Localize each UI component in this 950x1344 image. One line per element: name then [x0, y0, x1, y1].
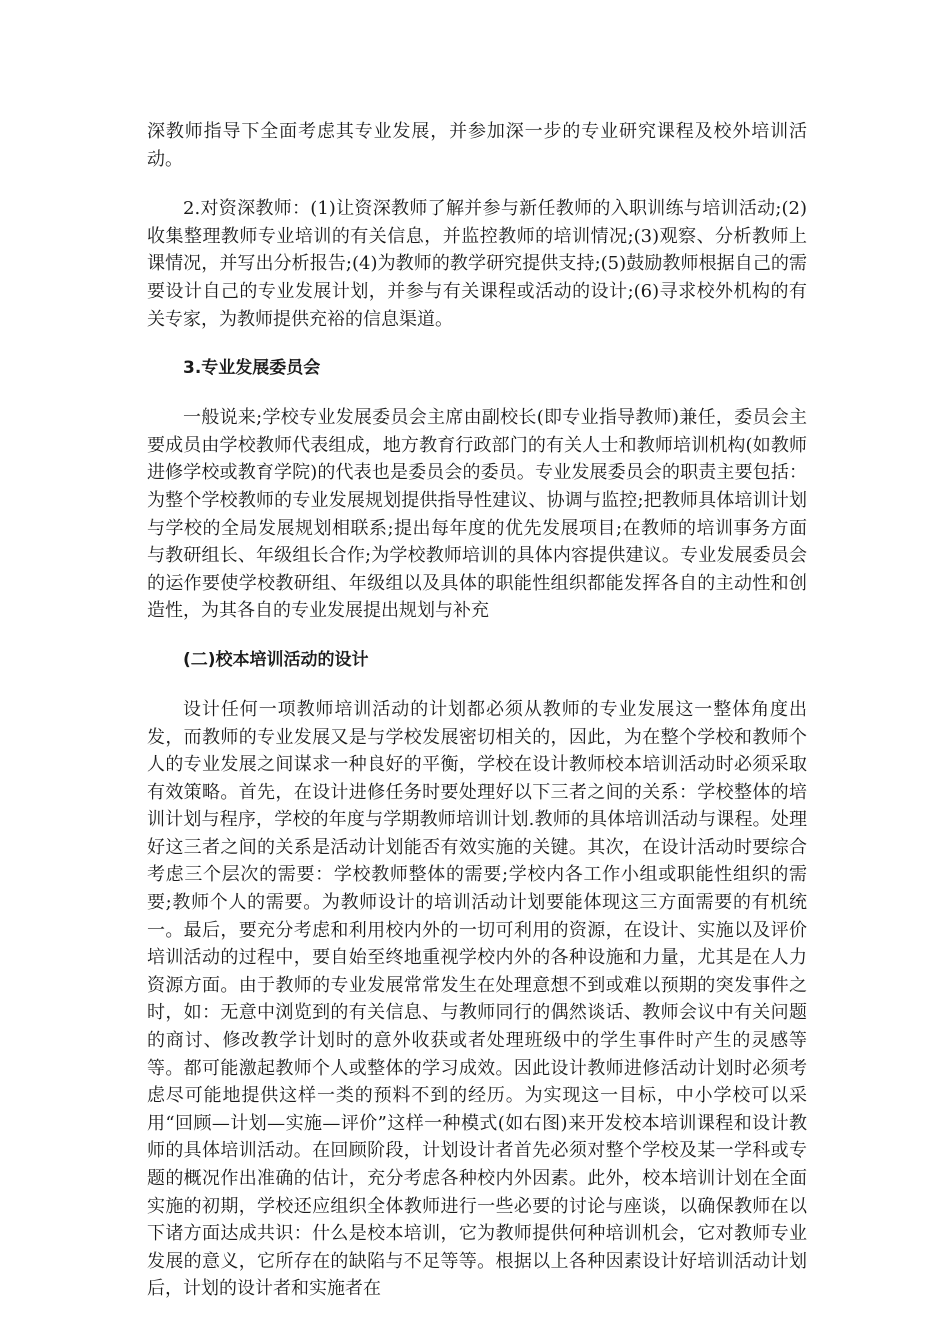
paragraph-gap — [147, 173, 807, 195]
paragraph-gap — [147, 625, 807, 647]
paragraph-design: 设计任何一项教师培训活动的计划都必须从教师的专业发展这一整体角度出发，而教师的专业发展又是与学校发展密切相关的，因此，为在整个学校和教师个人的专业发展之间谋求一种良好的平衡，学校在设计教师校本培训活动时必须采取有效策略。首先，在设计进修任务时要处理好以下三者之间的关系：学校整体的培训计划与程序，学校的年度与学期教师培训计划.教师的具体培训活动与课程。处理好这三者之间的关系是活动计划能否有效实施的关键。其次，在设计活动时要综合考虑三个层次的需要：学校教师整体的需要;学校内各工作小组或职能性组织的需要;教师个人的需要。为教师设计的培训活动计划要能体现这三方面需要的有机统一。最后，要充分考虑和利用校内外的一切可利用的资源，在设计、实施以及评价培训活动的过程中，要自始至终地重视学校内外的各种设施和力量，尤其是在人力资源方面。由于教师的专业发展常常发生在处理意想不到或难以预期的突发事件之时，如：无意中浏览到的有关信息、与教师同行的偶然谈话、教师会议中有关问题的商讨、修改教学计划时的意外收获或者处理班级中的学生事件时产生的灵感等等。都可能激起教师个人或整体的学习成效。因此设计教师进修活动计划时必须考虑尽可能地提供这样一类的预料不到的经历。为实现这一目标，中小学校可以采用“回顾—计划—实施—评价”这样一种模式(如右图)来开发校本培训课程和设计教师的具体培训活动。在回顾阶段，计划设计者首先必须对整个学校及某一学科或专题的概况作出准确的估计，充分考虑各种校内外因素。此外，校本培训计划在全面实施的初期，学校还应组织全体教师进行一些必要的讨论与座谈，以确保教师在以下诸方面达成共识：什么是校本培训，它为教师提供何种培训机会，它对教师专业发展的意义，它所存在的缺陷与不足等等。根据以上各种因素设计好培训活动计划后，计划的设计者和实施者在 — [147, 698, 807, 1300]
document-page — [147, 118, 807, 1303]
paragraph-gap — [147, 333, 807, 355]
paragraph-continuation: 深教师指导下全面考虑其专业发展，并参加深一步的专业研究课程及校外培训活动。 — [147, 121, 807, 170]
section-heading-design: (二)校本培训活动的设计 — [183, 649, 369, 670]
paragraph-senior-teachers: 2.对资深教师：(1)让资深教师了解并参与新任教师的入职训练与培训活动;(2)收集整理教师专业培训的有关信息，并监控教师的培训情况;(3)观察、分析教师上课情况，并写出分析报告;(4)为教师的教学研究提供支持;(5)鼓励教师根据自己的需要设计自己的专业发展计划，并参与有关课程或活动的设计;(6)寻求校外机构的有关专家，为教师提供充裕的信息渠道。 — [147, 198, 807, 330]
paragraph-gap — [147, 382, 807, 404]
paragraph-committee: 一般说来;学校专业发展委员会主席由副校长(即专业指导教师)兼任，委员会主要成员由学校教师代表组成，地方教育行政部门的有关人士和教师培训机构(如教师进修学校或教育学院)的代表也是委员会的委员。专业发展委员会的职责主要包括：为整个学校教师的专业发展规划提供指导性建议、协调与监控;把教师具体培训计划与学校的全局发展规划相联系;提出每年度的优先发展项目;在教师的培训事务方面与教研组长、年级组长合作;为学校教师培训的具体内容提供建议。专业发展委员会的运作要使学校教研组、年级组以及具体的职能性组织都能发挥各自的主动性和创造性，为其各自的专业发展提出规划与补充 — [147, 407, 807, 622]
section-heading-committee: 3.专业发展委员会 — [183, 358, 321, 379]
paragraph-gap — [147, 674, 807, 696]
